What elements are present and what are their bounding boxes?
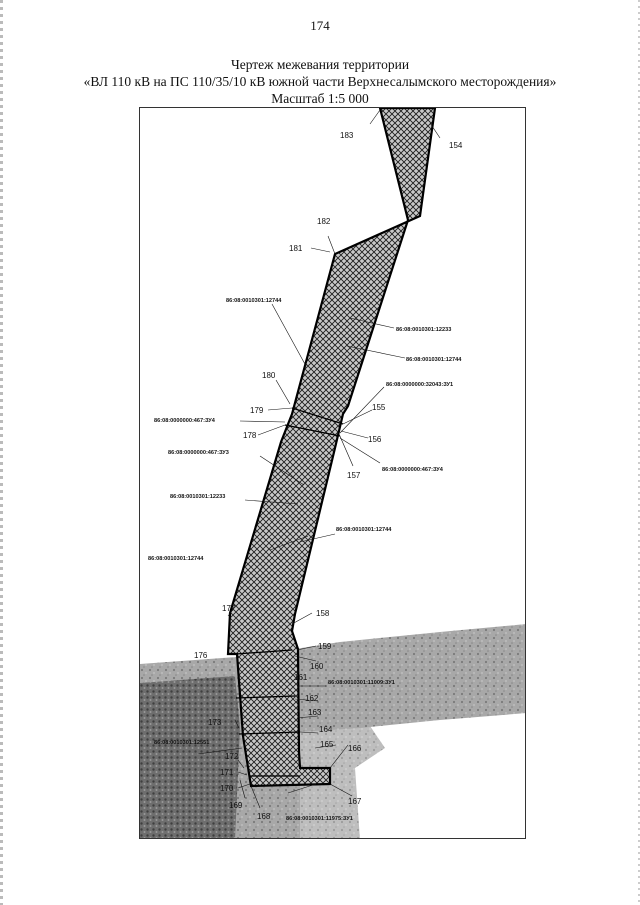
point-label-179: 179 — [250, 406, 264, 415]
point-label-176: 176 — [194, 651, 208, 660]
cadastral-label: 86:08:0010301:12233 — [170, 494, 226, 500]
scale-line: Масштаб 1:5 000 — [271, 91, 369, 106]
cadastral-label: 86:08:0010301:12744 — [148, 556, 204, 562]
title-line-2: «ВЛ 110 кВ на ПС 110/35/10 кВ южной части Верхнесалымского месторождения» — [83, 74, 557, 89]
cadastral-label: 86:08:0010301:11975:ЗУ1 — [286, 816, 353, 822]
cadastral-label: 86:08:0010301:12744 — [336, 527, 392, 533]
point-label-180: 180 — [262, 371, 276, 380]
point-label-159: 159 — [318, 642, 332, 651]
cadastral-label: 86:08:0000000:467:ЗУ3 — [168, 450, 229, 456]
point-label-182: 182 — [317, 217, 331, 226]
point-label-172: 172 — [225, 752, 239, 761]
cadastral-label: 86:08:0010301:12744 — [406, 357, 462, 363]
point-label-157: 157 — [347, 471, 361, 480]
title-line-1: Чертеж межевания территории — [230, 57, 410, 72]
cadastral-label: 86:08:0000000:467:ЗУ4 — [382, 467, 443, 473]
point-label-156: 156 — [368, 435, 382, 444]
cadastral-label: 86:08:0010301:11009:ЗУ1 — [328, 680, 395, 686]
cadastral-label: 86:08:0000000:467:ЗУ4 — [154, 418, 215, 424]
cadastral-label: 86:08:0010301:12233 — [396, 327, 452, 333]
point-label-165: 165 — [320, 740, 334, 749]
point-label-163: 163 — [308, 708, 322, 717]
point-label-171: 171 — [220, 768, 234, 777]
map-frame — [139, 107, 526, 839]
cadastral-label: 86:08:0000000:32043:ЗУ1 — [386, 382, 454, 388]
point-label-183: 183 — [340, 131, 354, 140]
point-label-160: 160 — [310, 662, 324, 671]
point-label-168: 168 — [257, 812, 271, 821]
cadastral-label: 86:08:0010301:12551 — [154, 740, 210, 746]
cadastral-label: 86:08:0010301:12744 — [226, 298, 282, 304]
survey-map — [140, 108, 526, 839]
point-label-181: 181 — [289, 244, 303, 253]
point-label-169: 169 — [229, 801, 243, 810]
title-block — [0, 56, 640, 107]
point-label-178: 178 — [243, 431, 257, 440]
point-label-158: 158 — [316, 609, 330, 618]
point-label-167: 167 — [348, 797, 362, 806]
point-label-161: 161 — [294, 673, 308, 682]
page-number: 174 — [310, 18, 330, 33]
point-label-170: 170 — [220, 784, 234, 793]
point-label-177: 177 — [222, 604, 236, 613]
point-label-155: 155 — [372, 403, 386, 412]
point-label-162: 162 — [305, 694, 319, 703]
point-label-173: 173 — [208, 718, 222, 727]
scan-edge-left — [0, 0, 3, 905]
point-label-154: 154 — [449, 141, 463, 150]
point-label-164: 164 — [319, 725, 333, 734]
point-label-166: 166 — [348, 744, 362, 753]
